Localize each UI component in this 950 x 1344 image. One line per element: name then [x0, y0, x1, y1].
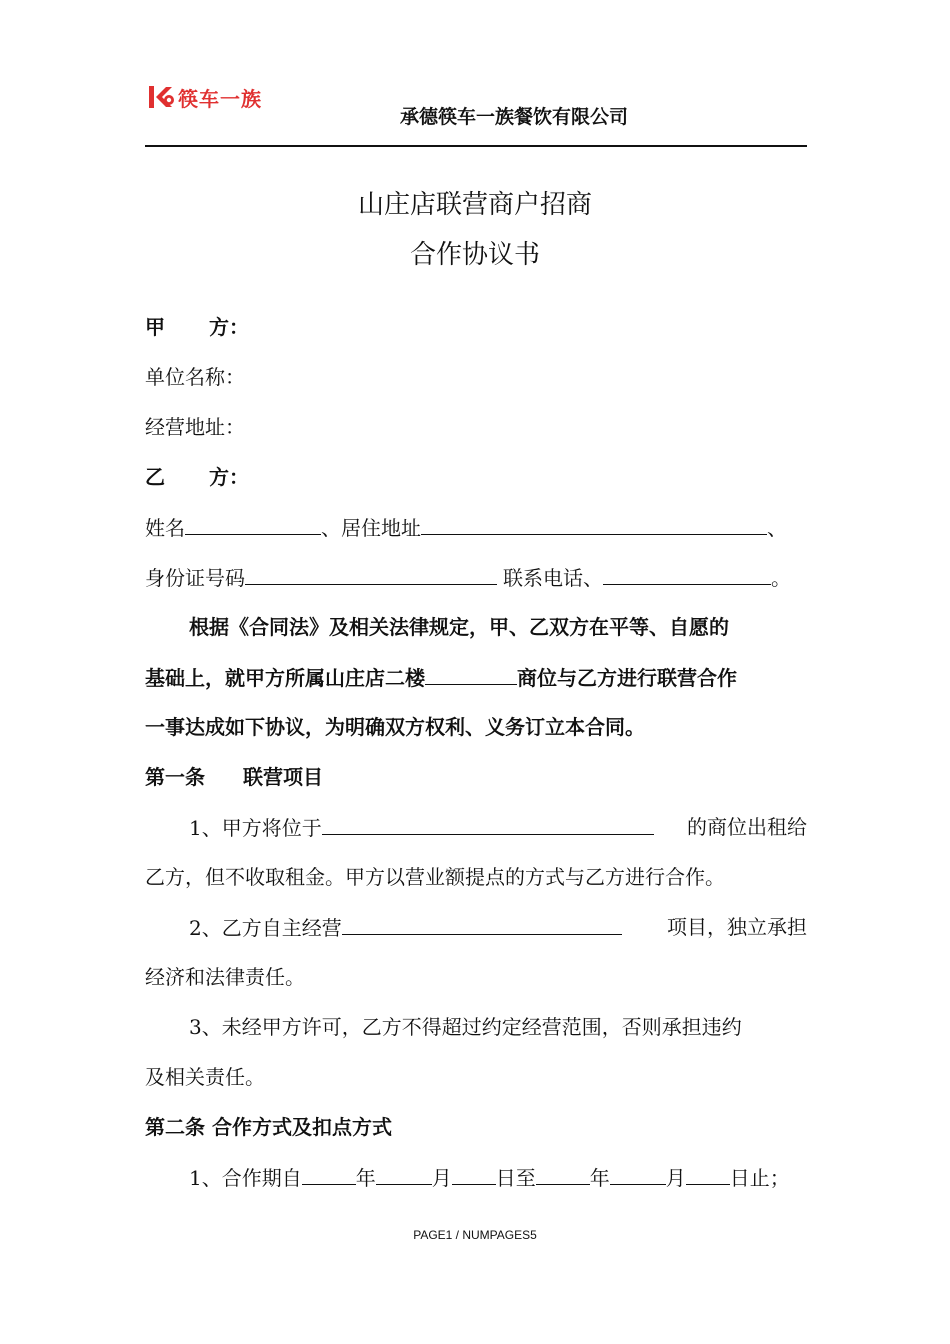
residence-blank[interactable] — [421, 512, 767, 535]
party-b-name-row — [145, 512, 807, 542]
item2-text-b: 项目，独立承担 — [667, 915, 807, 939]
article2-item1 — [145, 1162, 807, 1192]
shop-unit-blank[interactable] — [425, 662, 517, 685]
preamble-line2 — [145, 662, 807, 692]
year-label: 年 — [589, 1166, 610, 1190]
id-number-blank[interactable] — [245, 562, 497, 585]
party-b-heading — [145, 462, 807, 492]
logo-icon — [148, 83, 176, 111]
preamble-text-a: 基础上，就甲方所属山庄店二楼 — [145, 666, 425, 690]
item1-text-b: 的商位出租给 — [687, 815, 807, 839]
article1-title: 联营项目 — [243, 765, 323, 789]
article1-heading — [145, 762, 807, 792]
document-title-line2: 合作协议书 — [409, 240, 540, 270]
logo-text: 筷车一族 — [178, 86, 262, 111]
preamble-text-b: 商位与乙方进行联营合作 — [517, 666, 737, 690]
company-logo — [148, 80, 262, 114]
article1-item1-line1 — [145, 812, 807, 842]
day-label: 日止； — [729, 1166, 790, 1190]
day-label: 日至 — [495, 1166, 536, 1190]
name-blank[interactable] — [185, 512, 321, 535]
item2-text-a: 2、乙方自主经营 — [189, 916, 342, 940]
start-day-blank[interactable] — [452, 1162, 496, 1185]
article1-item1-line2: 乙方，但不收取租金。甲方以营业额提点的方式与乙方进行合作。 — [145, 865, 725, 889]
party-a-address: 经营地址： — [145, 415, 245, 439]
residence-label: 、居住地址 — [321, 516, 421, 540]
end-year-blank[interactable] — [536, 1162, 590, 1185]
name-label: 姓名 — [145, 516, 185, 540]
phone-label: 联系电话、 — [503, 566, 603, 590]
party-a-label: 甲 — [145, 315, 165, 339]
preamble-line3: 一事达成如下协议，为明确双方权利、义务订立本合同。 — [145, 715, 645, 739]
article1-item3-line2: 及相关责任。 — [145, 1065, 265, 1089]
party-a-label-suffix: 方： — [209, 315, 249, 339]
article1-item2-line2: 经济和法律责任。 — [145, 965, 305, 989]
page-footer: PAGE1 / NUMPAGES5 — [413, 1228, 537, 1242]
party-a-unit-name: 单位名称： — [145, 365, 245, 389]
document-title-line1: 山庄店联营商户招商 — [357, 190, 592, 220]
start-month-blank[interactable] — [376, 1162, 432, 1185]
month-label: 月 — [665, 1166, 686, 1190]
party-b-id-row — [145, 562, 807, 592]
business-item-blank[interactable] — [342, 912, 622, 935]
id-number-label: 身份证号码 — [145, 566, 245, 590]
phone-blank[interactable] — [603, 562, 771, 585]
party-b-label: 乙 — [145, 465, 165, 489]
year-label: 年 — [355, 1166, 376, 1190]
period: 。 — [771, 566, 791, 590]
separator: 、 — [767, 516, 787, 540]
end-day-blank[interactable] — [686, 1162, 730, 1185]
item1-text-a: 1、甲方将位于 — [189, 816, 322, 840]
company-name: 承德筷车一族餐饮有限公司 — [400, 106, 629, 128]
header-divider — [145, 145, 807, 147]
party-b-label-suffix: 方： — [209, 465, 249, 489]
end-month-blank[interactable] — [610, 1162, 666, 1185]
start-year-blank[interactable] — [302, 1162, 356, 1185]
article2-heading: 第二条 合作方式及扣点方式 — [145, 1115, 392, 1139]
shop-location-blank[interactable] — [322, 812, 654, 835]
term-label: 1、合作期自 — [189, 1166, 302, 1190]
month-label: 月 — [431, 1166, 452, 1190]
party-a-heading — [145, 312, 807, 342]
article1-number: 第一条 — [145, 765, 205, 789]
article1-item2-line1 — [145, 912, 807, 942]
preamble-line1: 根据《合同法》及相关法律规定，甲、乙双方在平等、自愿的 — [189, 615, 729, 639]
article1-item3-line1: 3、未经甲方许可，乙方不得超过约定经营范围，否则承担违约 — [189, 1015, 742, 1039]
